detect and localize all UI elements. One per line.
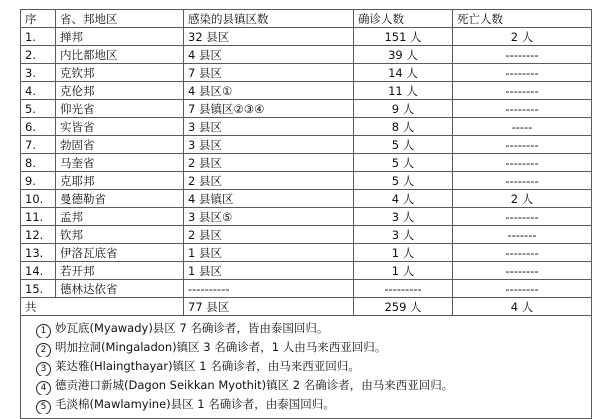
row-districts: ---------- bbox=[184, 280, 354, 298]
row-districts: 7 县区 bbox=[184, 64, 354, 82]
row-deaths: -------- bbox=[453, 208, 592, 226]
table-row bbox=[21, 100, 592, 118]
row-districts: 2 县区 bbox=[184, 154, 354, 172]
row-cases: 1 人 bbox=[354, 244, 453, 262]
row-num: 14. bbox=[21, 262, 56, 280]
total-districts: 77 县区 bbox=[184, 298, 354, 316]
row-cases: 11 人 bbox=[354, 82, 453, 100]
notes-cell bbox=[21, 316, 592, 419]
row-num: 6. bbox=[21, 118, 56, 136]
row-districts: 1 县区 bbox=[184, 262, 354, 280]
note-item bbox=[36, 338, 583, 357]
row-num: 10. bbox=[21, 190, 56, 208]
row-deaths: -------- bbox=[453, 262, 592, 280]
row-deaths: -------- bbox=[453, 172, 592, 190]
note-text: 明加拉洞(Mingaladon)镇区 3 名确诊者，1 人由马来西亚回归。 bbox=[55, 340, 387, 354]
note-item bbox=[36, 357, 583, 376]
row-cases: 1 人 bbox=[354, 262, 453, 280]
header-row bbox=[21, 10, 592, 28]
table-row bbox=[21, 172, 592, 190]
row-num: 11. bbox=[21, 208, 56, 226]
header-num: 序 bbox=[21, 10, 56, 28]
note-marker: 1 bbox=[36, 324, 51, 338]
row-cases: 5 人 bbox=[354, 154, 453, 172]
row-cases: 9 人 bbox=[354, 100, 453, 118]
row-deaths: -------- bbox=[453, 280, 592, 298]
row-cases: 3 人 bbox=[354, 226, 453, 244]
row-districts: 3 县区 bbox=[184, 136, 354, 154]
total-cases: 259 人 bbox=[354, 298, 453, 316]
row-region: 掸邦 bbox=[56, 28, 184, 46]
row-region: 马奎省 bbox=[56, 154, 184, 172]
row-region: 仰光省 bbox=[56, 100, 184, 118]
total-label: 共 bbox=[21, 298, 184, 316]
table-row bbox=[21, 190, 592, 208]
row-num: 7. bbox=[21, 136, 56, 154]
row-districts: 7 县镇区②③④ bbox=[184, 100, 354, 118]
total-row bbox=[21, 298, 592, 316]
covid-region-table bbox=[20, 9, 592, 419]
row-deaths: -------- bbox=[453, 244, 592, 262]
row-region: 内比都地区 bbox=[56, 46, 184, 64]
row-cases: 3 人 bbox=[354, 208, 453, 226]
row-num: 4. bbox=[21, 82, 56, 100]
table-row bbox=[21, 46, 592, 64]
header-region: 省、邦地区 bbox=[56, 10, 184, 28]
row-num: 5. bbox=[21, 100, 56, 118]
row-districts: 2 县区 bbox=[184, 172, 354, 190]
row-num: 9. bbox=[21, 172, 56, 190]
row-districts: 4 县区 bbox=[184, 46, 354, 64]
table-row bbox=[21, 118, 592, 136]
row-cases: 5 人 bbox=[354, 136, 453, 154]
note-text: 妙瓦底(Myawady)县区 7 名确诊者，皆由泰国回归。 bbox=[55, 321, 329, 335]
table-row bbox=[21, 244, 592, 262]
header-cases: 确诊人数 bbox=[354, 10, 453, 28]
note-item bbox=[36, 376, 583, 395]
row-region: 克耶邦 bbox=[56, 172, 184, 190]
note-marker: 5 bbox=[36, 400, 51, 414]
table-row bbox=[21, 64, 592, 82]
row-cases: 14 人 bbox=[354, 64, 453, 82]
row-num: 15. bbox=[21, 280, 56, 298]
row-cases: 8 人 bbox=[354, 118, 453, 136]
row-cases: --------- bbox=[354, 280, 453, 298]
row-region: 实皆省 bbox=[56, 118, 184, 136]
note-marker: 3 bbox=[36, 362, 51, 376]
note-item bbox=[36, 319, 583, 338]
row-num: 8. bbox=[21, 154, 56, 172]
row-districts: 4 县区① bbox=[184, 82, 354, 100]
row-deaths: -------- bbox=[453, 154, 592, 172]
row-deaths: -------- bbox=[453, 136, 592, 154]
row-districts: 2 县区 bbox=[184, 226, 354, 244]
table-row bbox=[21, 154, 592, 172]
note-marker: 4 bbox=[36, 381, 51, 395]
note-text: 德贡港口新城(Dagon Seikkan Myothit)镇区 2 名确诊者，由马来西亚回归。 bbox=[55, 378, 454, 392]
row-region: 曼德勒省 bbox=[56, 190, 184, 208]
table-row bbox=[21, 82, 592, 100]
row-region: 勃固省 bbox=[56, 136, 184, 154]
row-deaths: 2 人 bbox=[453, 190, 592, 208]
row-deaths: ------- bbox=[453, 226, 592, 244]
row-deaths: -------- bbox=[453, 46, 592, 64]
row-deaths: -------- bbox=[453, 82, 592, 100]
table-row bbox=[21, 262, 592, 280]
table-row bbox=[21, 226, 592, 244]
row-region: 克钦邦 bbox=[56, 64, 184, 82]
total-deaths: 4 人 bbox=[453, 298, 592, 316]
row-cases: 5 人 bbox=[354, 172, 453, 190]
row-cases: 151 人 bbox=[354, 28, 453, 46]
row-deaths: -------- bbox=[453, 64, 592, 82]
row-num: 2. bbox=[21, 46, 56, 64]
table-row bbox=[21, 136, 592, 154]
row-region: 钦邦 bbox=[56, 226, 184, 244]
note-text: 莱达雅(Hlaingthayar)镇区 1 名确诊者，由马来西亚回归。 bbox=[55, 359, 360, 373]
header-deaths: 死亡人数 bbox=[453, 10, 592, 28]
row-region: 德林达依省 bbox=[56, 280, 184, 298]
row-deaths: ----- bbox=[453, 118, 592, 136]
row-num: 1. bbox=[21, 28, 56, 46]
row-num: 3. bbox=[21, 64, 56, 82]
note-marker: 2 bbox=[36, 343, 51, 357]
row-region: 孟邦 bbox=[56, 208, 184, 226]
row-districts: 3 县区⑤ bbox=[184, 208, 354, 226]
row-num: 13. bbox=[21, 244, 56, 262]
table-row bbox=[21, 280, 592, 298]
note-item bbox=[36, 395, 583, 414]
table-row bbox=[21, 208, 592, 226]
row-districts: 3 县区 bbox=[184, 118, 354, 136]
row-deaths: -------- bbox=[453, 100, 592, 118]
row-cases: 4 人 bbox=[354, 190, 453, 208]
row-cases: 39 人 bbox=[354, 46, 453, 64]
row-region: 克伦邦 bbox=[56, 82, 184, 100]
header-districts: 感染的县镇区数 bbox=[184, 10, 354, 28]
row-num: 12. bbox=[21, 226, 56, 244]
row-districts: 4 县镇区 bbox=[184, 190, 354, 208]
row-districts: 32 县区 bbox=[184, 28, 354, 46]
table-row bbox=[21, 28, 592, 46]
row-districts: 1 县区 bbox=[184, 244, 354, 262]
row-region: 伊洛瓦底省 bbox=[56, 244, 184, 262]
note-text: 毛淡棉(Mawlamyine)县区 1 名确诊者，由泰国回归。 bbox=[55, 397, 335, 411]
notes-row bbox=[21, 316, 592, 419]
row-deaths: 2 人 bbox=[453, 28, 592, 46]
row-region: 若开邦 bbox=[56, 262, 184, 280]
